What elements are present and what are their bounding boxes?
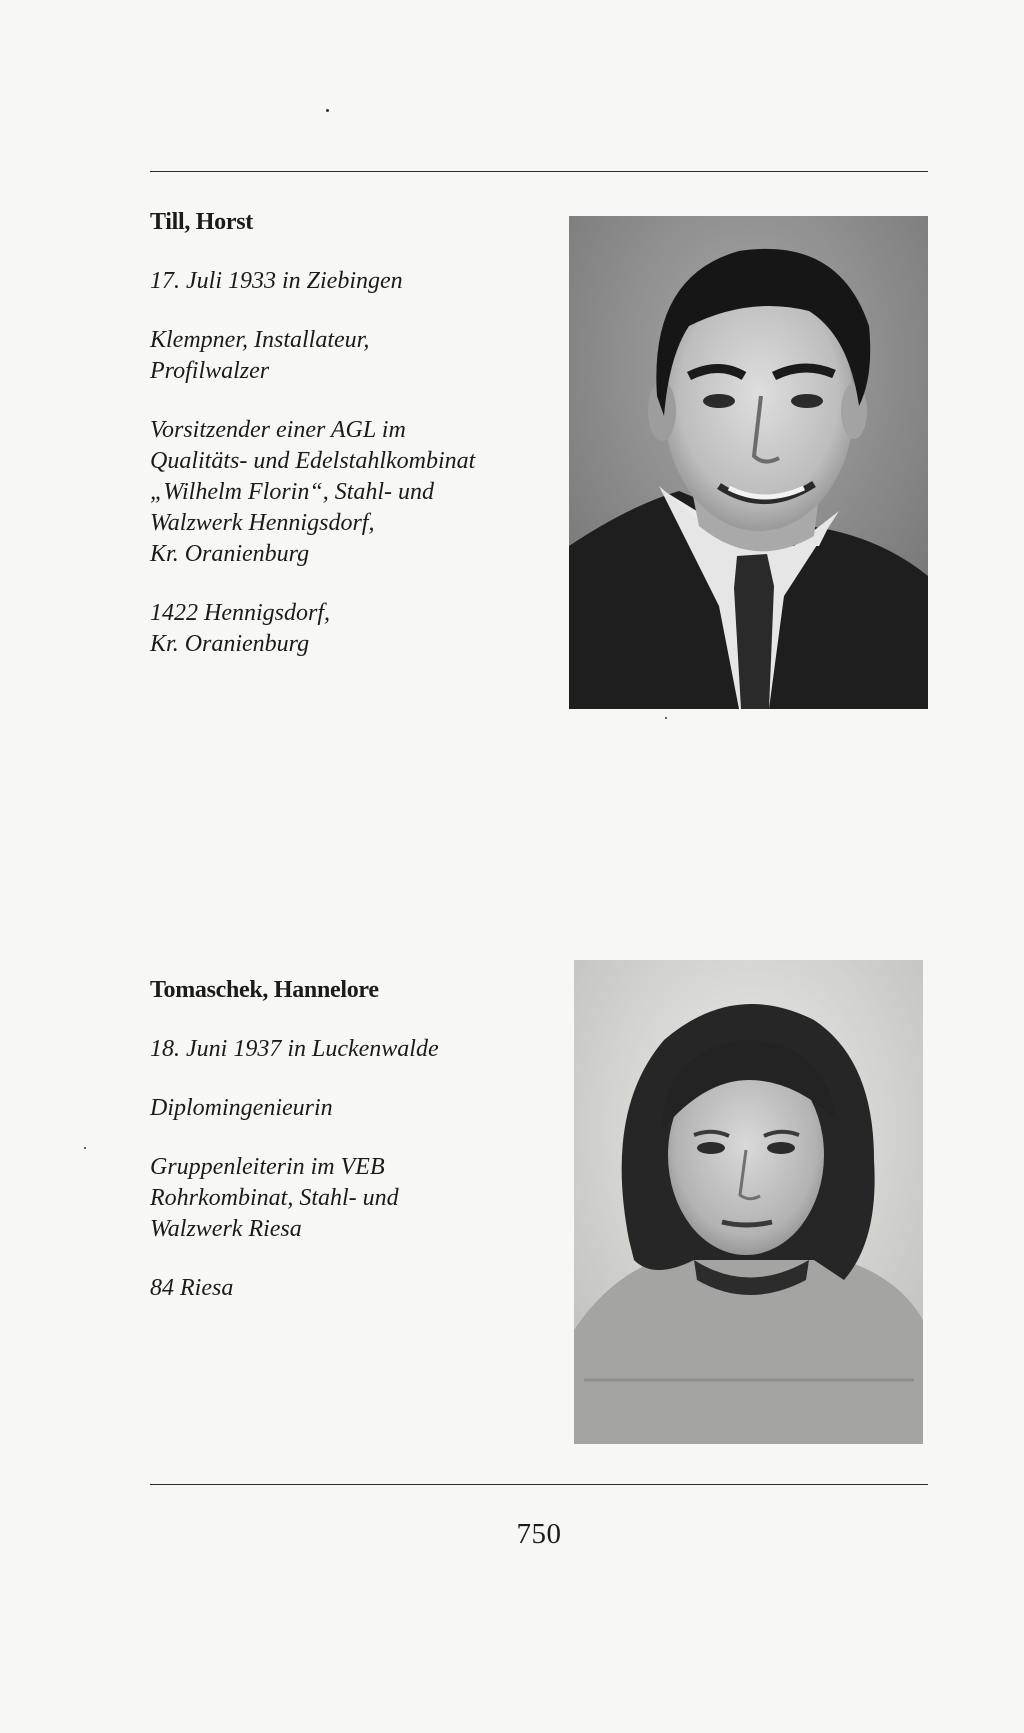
birth-info: 18. Juni 1937 in Luckenwalde xyxy=(150,1036,439,1062)
profession xyxy=(150,1093,540,1124)
biography-entry xyxy=(150,976,540,1304)
print-speck xyxy=(84,1147,86,1149)
biography-entry xyxy=(150,208,540,660)
address-line: 1422 Hennigsdorf, xyxy=(150,600,330,626)
birth-info: 17. Juli 1933 in Ziebingen xyxy=(150,268,403,294)
position xyxy=(150,1152,540,1245)
address xyxy=(150,1273,540,1304)
person-name: Tomaschek, Hannelore xyxy=(150,977,379,1003)
position-line: Rohrkombinat, Stahl- und xyxy=(150,1185,399,1211)
person-name: Till, Horst xyxy=(150,209,253,235)
page-number: 750 xyxy=(516,1518,562,1550)
position-line: Qualitäts- und Edelstahlkombinat xyxy=(150,448,476,474)
address-line: 84 Riesa xyxy=(150,1275,234,1301)
portrait-man-image xyxy=(569,216,928,709)
bottom-rule xyxy=(150,1484,928,1485)
profession-line: Profilwalzer xyxy=(150,358,270,384)
position-line: Gruppenleiterin im VEB xyxy=(150,1154,385,1180)
position-line: Kr. Oranienburg xyxy=(150,541,310,567)
position-line: Vorsitzender einer AGL im xyxy=(150,417,406,443)
address xyxy=(150,598,540,660)
profession-line: Klempner, Installateur, xyxy=(150,327,370,353)
top-rule xyxy=(150,171,928,172)
portrait-photo xyxy=(569,216,928,709)
position-line: Walzwerk Hennigsdorf, xyxy=(150,510,375,536)
address-line: Kr. Oranienburg xyxy=(150,631,310,657)
portrait-photo xyxy=(574,960,923,1444)
print-speck xyxy=(326,109,329,112)
print-speck xyxy=(665,717,667,719)
position-line: „Wilhelm Florin“, Stahl- und xyxy=(150,479,435,505)
position-line: Walzwerk Riesa xyxy=(150,1216,302,1242)
profession xyxy=(150,325,540,387)
position xyxy=(150,415,540,570)
portrait-woman-image xyxy=(574,960,923,1444)
profession-line: Diplomingenieurin xyxy=(150,1095,333,1121)
